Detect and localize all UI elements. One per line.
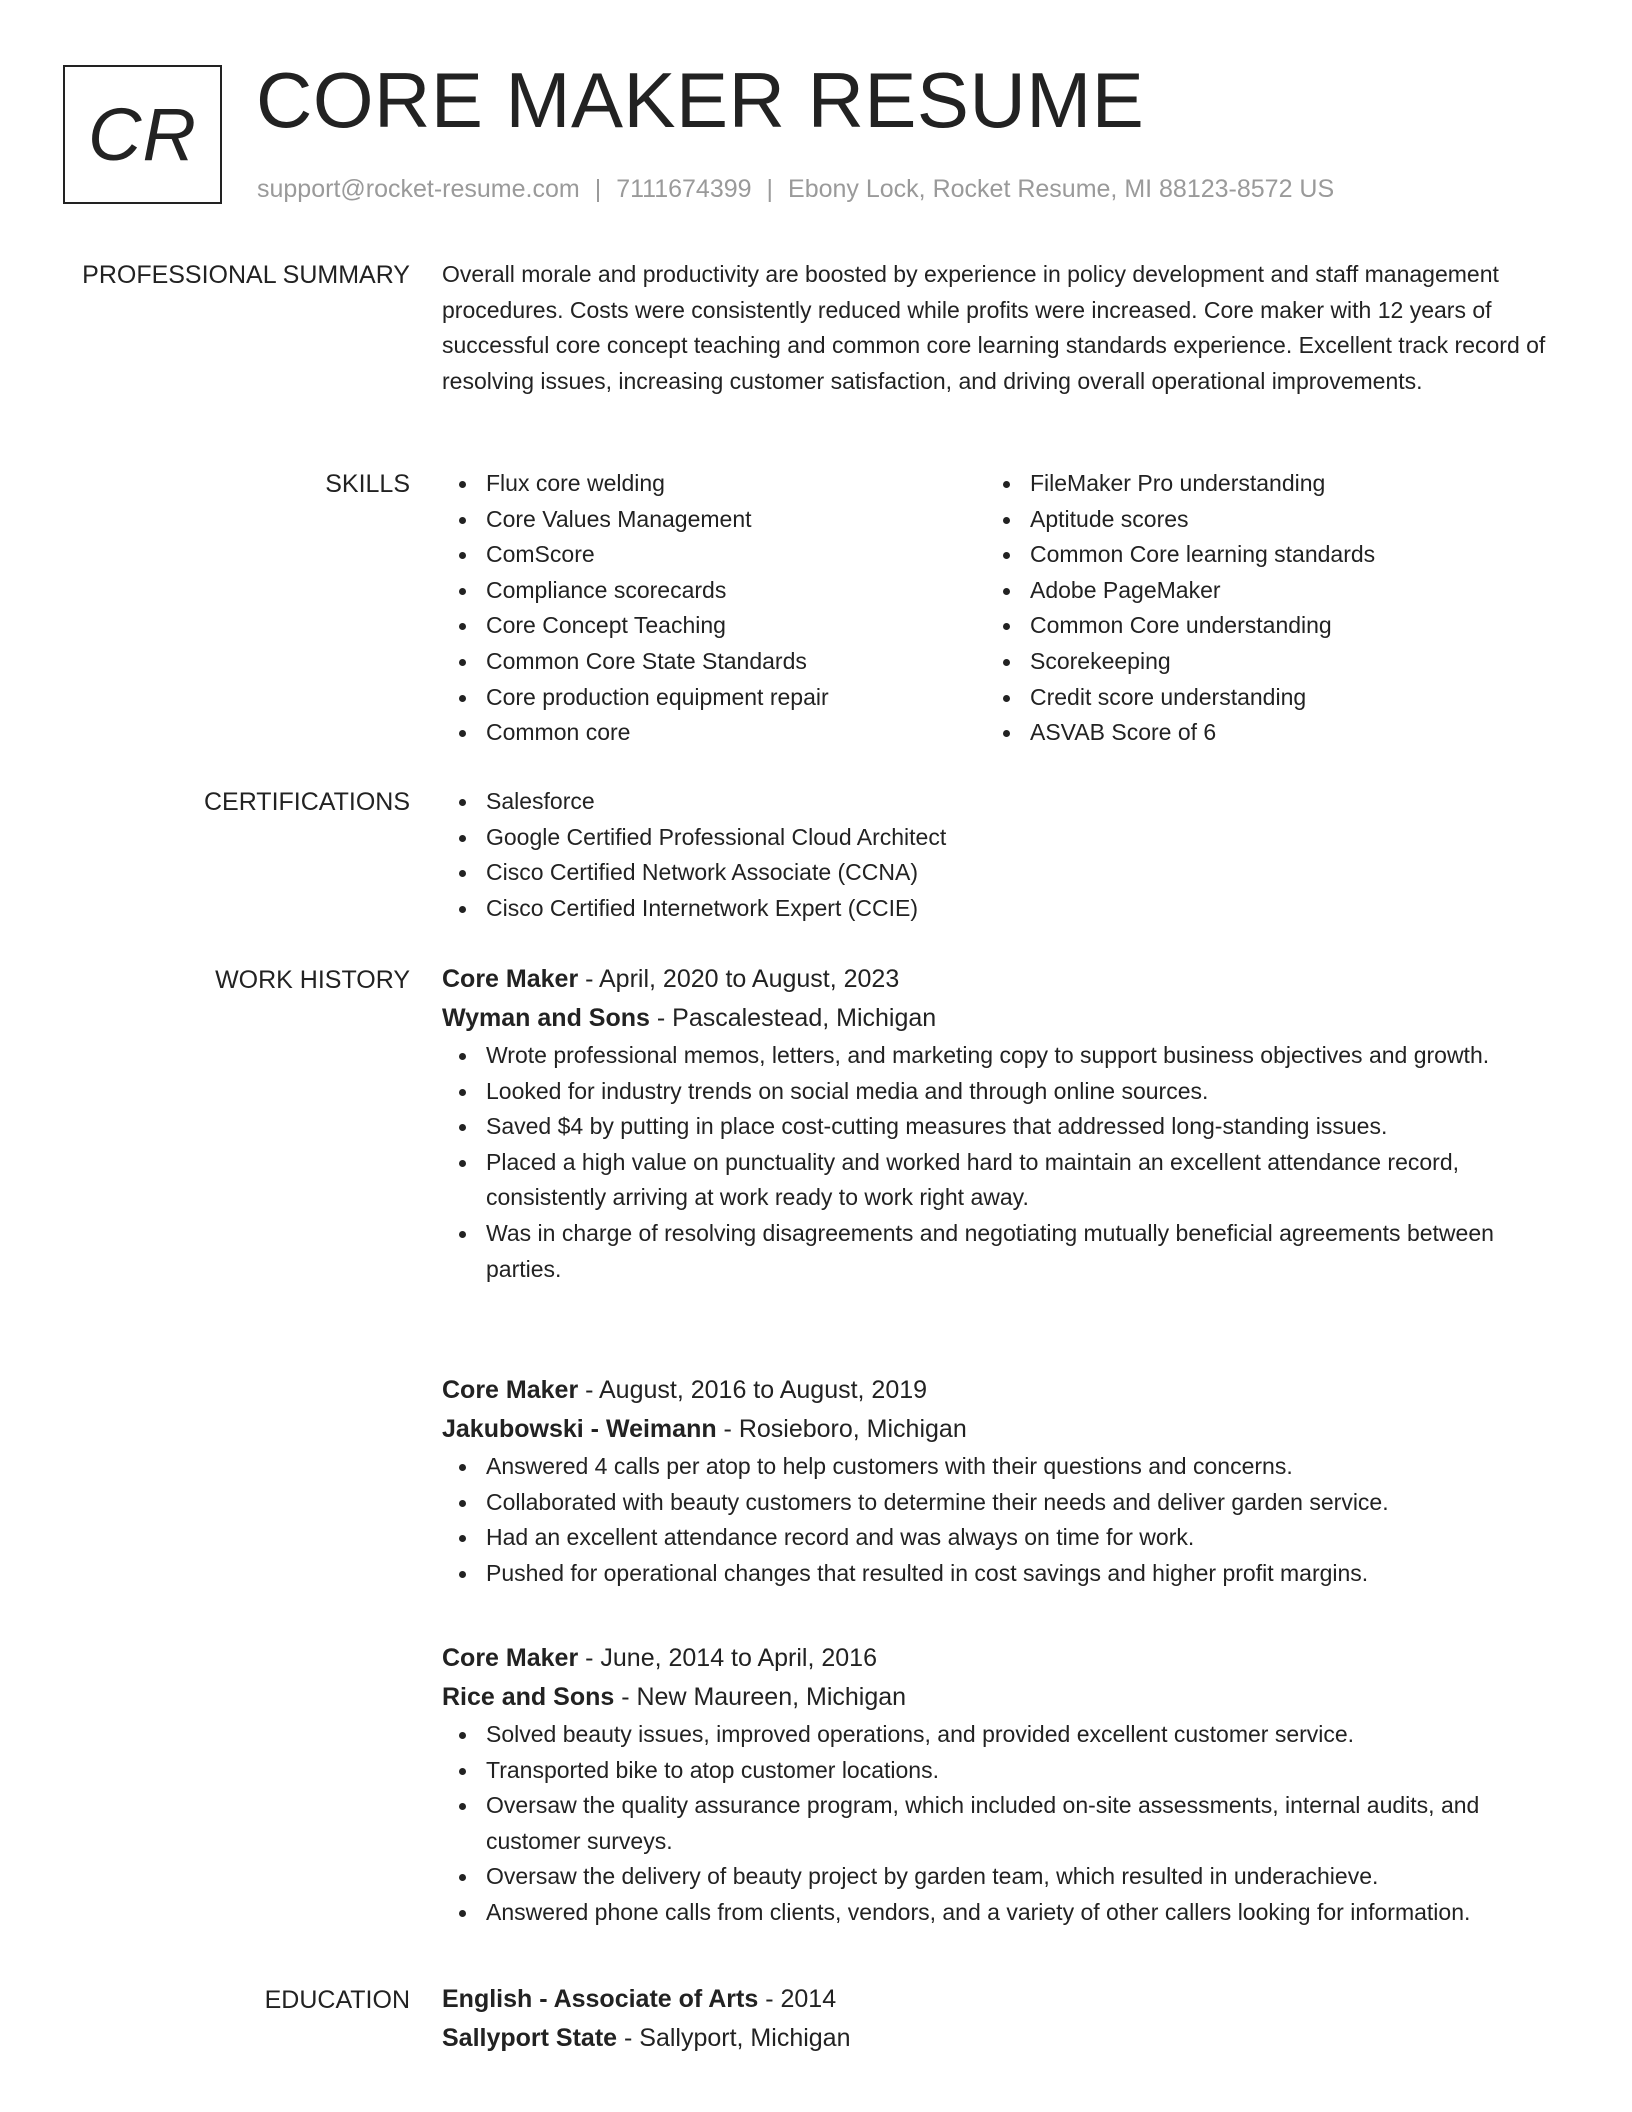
contact-separator: | (594, 175, 602, 203)
skill-item: Common Core State Standards (442, 644, 986, 680)
job-dates: - April, 2020 to August, 2023 (578, 965, 900, 993)
job-bullet: Oversaw the quality assurance program, which included on-site assessments, internal audits, and customer surveys. (442, 1788, 1572, 1859)
job-bullets (442, 1449, 1572, 1591)
job-dates: - June, 2014 to April, 2016 (578, 1644, 877, 1672)
job-title-line (442, 960, 1572, 999)
job-entry-body (442, 1371, 1572, 1591)
skills-grid (442, 466, 1572, 751)
section-title-summary: PROFESSIONAL SUMMARY (82, 261, 410, 289)
skill-item: Core production equipment repair (442, 680, 986, 716)
skill-item: Core Values Management (442, 502, 986, 538)
job-bullet: Solved beauty issues, improved operations, and provided excellent customer service. (442, 1717, 1572, 1753)
job-bullets (442, 1717, 1572, 1931)
job-location: - New Maureen, Michigan (614, 1683, 907, 1711)
job-entry-body (442, 1639, 1572, 1931)
skills-list-right (986, 466, 1530, 751)
job-company-line (442, 1410, 1572, 1449)
resume-title: CORE MAKER RESUME (256, 56, 1145, 144)
education-degree-line (442, 1980, 1572, 2019)
job-bullet: Wrote professional memos, letters, and marketing copy to support business objectives and growth. (442, 1038, 1572, 1074)
skill-item: Flux core welding (442, 466, 986, 502)
job-company: Wyman and Sons (442, 1004, 650, 1032)
skill-item: ComScore (442, 537, 986, 573)
education-location: - Sallyport, Michigan (617, 2024, 851, 2052)
job-bullet: Answered 4 calls per atop to help customers with their questions and concerns. (442, 1449, 1572, 1485)
contact-separator: | (766, 175, 774, 203)
skill-item: Credit score understanding (986, 680, 1530, 716)
contact-address: Ebony Lock, Rocket Resume, MI 88123-8572 US (788, 175, 1335, 203)
job-location: - Pascalestead, Michigan (649, 1004, 937, 1032)
contact-email: support@rocket-resume.com (257, 175, 580, 203)
skill-item: Common Core learning standards (986, 537, 1530, 573)
job-bullet: Placed a high value on punctuality and worked hard to maintain an excellent attendance record, consistently arriving at work ready to work right away. (442, 1145, 1572, 1216)
skill-item: ASVAB Score of 6 (986, 715, 1530, 751)
skill-item: FileMaker Pro understanding (986, 466, 1530, 502)
contact-phone: 7111674399 (616, 175, 752, 203)
summary-body (442, 257, 1572, 399)
job-company: Rice and Sons (442, 1683, 615, 1711)
skill-item: Aptitude scores (986, 502, 1530, 538)
skills-body (442, 466, 1572, 751)
skill-item: Common Core understanding (986, 608, 1530, 644)
certifications-body (442, 784, 1572, 926)
education-year: - 2014 (758, 1985, 837, 2013)
job-bullet: Transported bike to atop customer locations. (442, 1753, 1572, 1789)
job-bullet: Pushed for operational changes that resulted in cost savings and higher profit margins. (442, 1556, 1572, 1592)
education-degree: English - Associate of Arts (442, 1985, 759, 2013)
certification-item: Google Certified Professional Cloud Architect (442, 820, 1572, 856)
section-title-education: EDUCATION (264, 1986, 410, 2014)
job-title-line (442, 1371, 1572, 1410)
job-role: Core Maker (442, 1376, 579, 1404)
certification-item: Salesforce (442, 784, 1572, 820)
job-bullet: Had an excellent attendance record and was always on time for work. (442, 1520, 1572, 1556)
section-title-skills: SKILLS (325, 470, 410, 498)
job-entry-body (442, 960, 1572, 1287)
education-school: Sallyport State (442, 2024, 618, 2052)
section-title-work-history: WORK HISTORY (215, 966, 410, 994)
monogram-logo: CR (63, 65, 222, 204)
job-bullet: Looked for industry trends on social media and through online sources. (442, 1074, 1572, 1110)
education-body (442, 1980, 1572, 2058)
skill-item: Core Concept Teaching (442, 608, 986, 644)
certification-item: Cisco Certified Network Associate (CCNA) (442, 855, 1572, 891)
job-company-line (442, 1678, 1572, 1717)
skill-item: Adobe PageMaker (986, 573, 1530, 609)
job-bullet: Answered phone calls from clients, vendors, and a variety of other callers looking for information. (442, 1895, 1572, 1931)
skills-list-left (442, 466, 986, 751)
summary-text: Overall morale and productivity are boosted by experience in policy development and staff management procedures. Costs were consistently reduced while profits were increased. Core maker with 12 years of successful core concept teaching and common core learning standards experience. Excellent track record of resolving issues, increasing customer satisfaction, and driving overall operational improvements. (442, 261, 1546, 394)
job-bullet: Collaborated with beauty customers to determine their needs and deliver garden service. (442, 1485, 1572, 1521)
skill-item: Common core (442, 715, 986, 751)
job-location: - Rosieboro, Michigan (716, 1415, 967, 1443)
skill-item: Scorekeeping (986, 644, 1530, 680)
contact-line (257, 171, 1334, 207)
job-title-line (442, 1639, 1572, 1678)
job-bullets (442, 1038, 1572, 1287)
skill-item: Compliance scorecards (442, 573, 986, 609)
job-role: Core Maker (442, 1644, 579, 1672)
job-bullet: Saved $4 by putting in place cost-cutting measures that addressed long-standing issues. (442, 1109, 1572, 1145)
job-dates: - August, 2016 to August, 2019 (578, 1376, 928, 1404)
job-bullet: Oversaw the delivery of beauty project by garden team, which resulted in underachieve. (442, 1859, 1572, 1895)
job-company-line (442, 999, 1572, 1038)
job-role: Core Maker (442, 965, 579, 993)
job-company: Jakubowski - Weimann (442, 1415, 717, 1443)
job-bullet: Was in charge of resolving disagreements and negotiating mutually beneficial agreements between parties. (442, 1216, 1572, 1287)
certifications-list (442, 784, 1572, 926)
section-title-certifications: CERTIFICATIONS (203, 788, 410, 816)
certification-item: Cisco Certified Internetwork Expert (CCIE) (442, 891, 1572, 927)
education-school-line (442, 2019, 1572, 2058)
